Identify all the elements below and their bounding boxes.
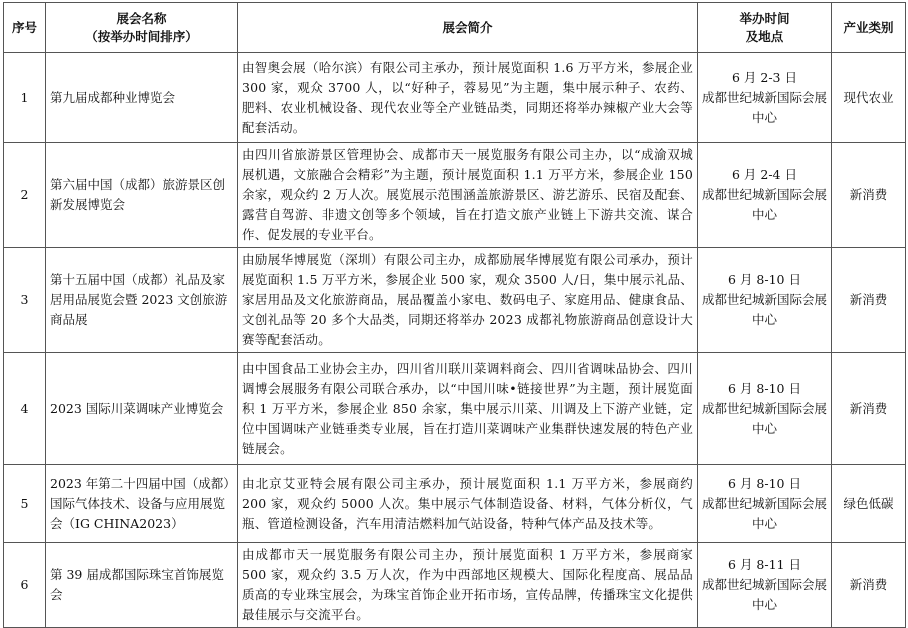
header-category: 产业类别: [832, 3, 906, 53]
row-name: 第十五届中国（成都）礼品及家居用品展览会暨 2023 文创旅游商品展: [46, 248, 238, 353]
table-row: [4, 543, 906, 628]
row-category: 新消费: [832, 353, 906, 465]
row-time-place: [698, 248, 832, 353]
row-place: 成都世纪城新国际会展中心: [702, 89, 828, 125]
row-category: 绿色低碳: [832, 465, 906, 543]
row-index: 1: [4, 53, 46, 143]
row-date: 6 月 8-10 日: [728, 272, 801, 287]
row-time-place: [698, 353, 832, 465]
table-row: [4, 353, 906, 465]
header-name: [46, 3, 238, 53]
row-name: 2023 年第二十四届中国（成都）国际气体技术、设备与应用展览会（IG CHINA2023）: [46, 465, 238, 543]
row-name: 第九届成都种业博览会: [46, 53, 238, 143]
table-row: [4, 248, 906, 353]
row-time-place: [698, 465, 832, 543]
row-category: 新消费: [832, 143, 906, 248]
row-intro: 由北京艾亚特会展有限公司主承办，预计展览面积 1.1 万平方米，参展商约 200 家，观众约 5000 人次。集中展示气体制造设备、材料，气体分析仪，气瓶、管道检测设备，汽车用清洁燃料加气站设备，特种气体产品及技术等。: [238, 465, 698, 543]
header-time-line1: 举办时间: [739, 10, 790, 26]
row-date: 6 月 2-4 日: [731, 167, 797, 182]
row-name: 第 39 届成都国际珠宝首饰展览会: [46, 543, 238, 628]
row-date: 6 月 8-10 日: [728, 475, 801, 491]
row-place: 成都世纪城新国际会展中心: [702, 400, 828, 436]
row-place: 成都世纪城新国际会展中心: [702, 187, 828, 222]
row-intro: 由励展华博展览（深圳）有限公司主办，成都励展华博展览有限公司承办，预计展览面积 1.5 万平方米，参展企业 500 家，观众 3500 人/日，集中展示礼品、家居用品及文化旅游商品，展品覆盖小家电、数码电子、家庭用品、健康食品、文创礼品等 20 多个大品类，同期还将举办 2023 成都礼物旅游商品创意设计大赛等配套活动。: [238, 248, 698, 353]
row-time-place: [698, 53, 832, 143]
row-name: 2023 国际川菜调味产业博览会: [46, 353, 238, 465]
row-time-place: [698, 543, 832, 628]
row-index: 2: [4, 143, 46, 248]
row-date: 6 月 8-11 日: [728, 557, 801, 572]
row-place: 成都世纪城新国际会展中心: [702, 292, 828, 327]
header-intro: 展会简介: [238, 3, 698, 53]
row-place: 成都世纪城新国际会展中心: [702, 495, 828, 531]
header-name-line1: 展会名称: [116, 10, 167, 26]
header-time-line2: 及地点: [745, 28, 784, 44]
row-index: 3: [4, 248, 46, 353]
exhibition-table: [3, 2, 906, 628]
row-intro: 由成都市天一展览服务有限公司主办，预计展览面积 1 万平方米，参展商家 500 家，观众约 3.5 万人次，作为中西部地区规模大、国际化程度高、展品品质高的专业珠宝展会，为珠宝首饰企业开拓市场，宣传品牌，传播珠宝文化提供最佳展示与交流平台。: [238, 543, 698, 628]
row-intro: 由中国食品工业协会主办，四川省川联川菜调料商会、四川省调味品协会、四川调博会展服务有限公司联合承办，以“中国川味•链接世界”为主题，预计展览面积 1 万平方米，参展企业 850 余家，集中展示川菜、川调及上下游产业链，定位中国调味产业链垂类专业展，旨在打造川菜调味产业集群快速发展的特色产业链展会。: [238, 353, 698, 465]
row-index: 5: [4, 465, 46, 543]
row-category: 新消费: [832, 248, 906, 353]
row-intro: 由四川省旅游景区管理协会、成都市天一展览服务有限公司主办，以“成渝双城展机遇，文旅融合会精彩”为主题，预计展览面积 1.1 万平方米，参展企业 150 余家，观众约 2 万人次。展览展示范围涵盖旅游景区、游艺游乐、民宿及配套、露营自驾游、非遗文创等多个领域，旨在打造文旅产业链上下游共交流、谋合作、促发展的专业平台。: [238, 143, 698, 248]
table-row: [4, 53, 906, 143]
row-name: 第六届中国（成都）旅游景区创新发展博览会: [46, 143, 238, 248]
header-index: 序号: [4, 3, 46, 53]
header-time: [698, 3, 832, 53]
row-time-place: [698, 143, 832, 248]
row-place: 成都世纪城新国际会展中心: [702, 577, 828, 612]
row-date: 6 月 2-3 日: [731, 69, 797, 85]
row-category: 新消费: [832, 543, 906, 628]
row-index: 6: [4, 543, 46, 628]
row-intro: 由智奥会展（哈尔滨）有限公司主承办，预计展览面积 1.6 万平方米，参展企业 300 家，观众 3700 人，以“好种子，蓉易见”为主题，集中展示种子、农药、肥料、农业机械设备、现代农业等全产业链品类，同期还将举办辣椒产业大会等配套活动。: [238, 53, 698, 143]
header-row: [4, 3, 906, 53]
table-row: [4, 465, 906, 543]
header-name-line2: （按举办时间排序）: [85, 28, 198, 44]
table-row: [4, 143, 906, 248]
row-date: 6 月 8-10 日: [728, 380, 801, 396]
row-index: 4: [4, 353, 46, 465]
row-category: 现代农业: [832, 53, 906, 143]
